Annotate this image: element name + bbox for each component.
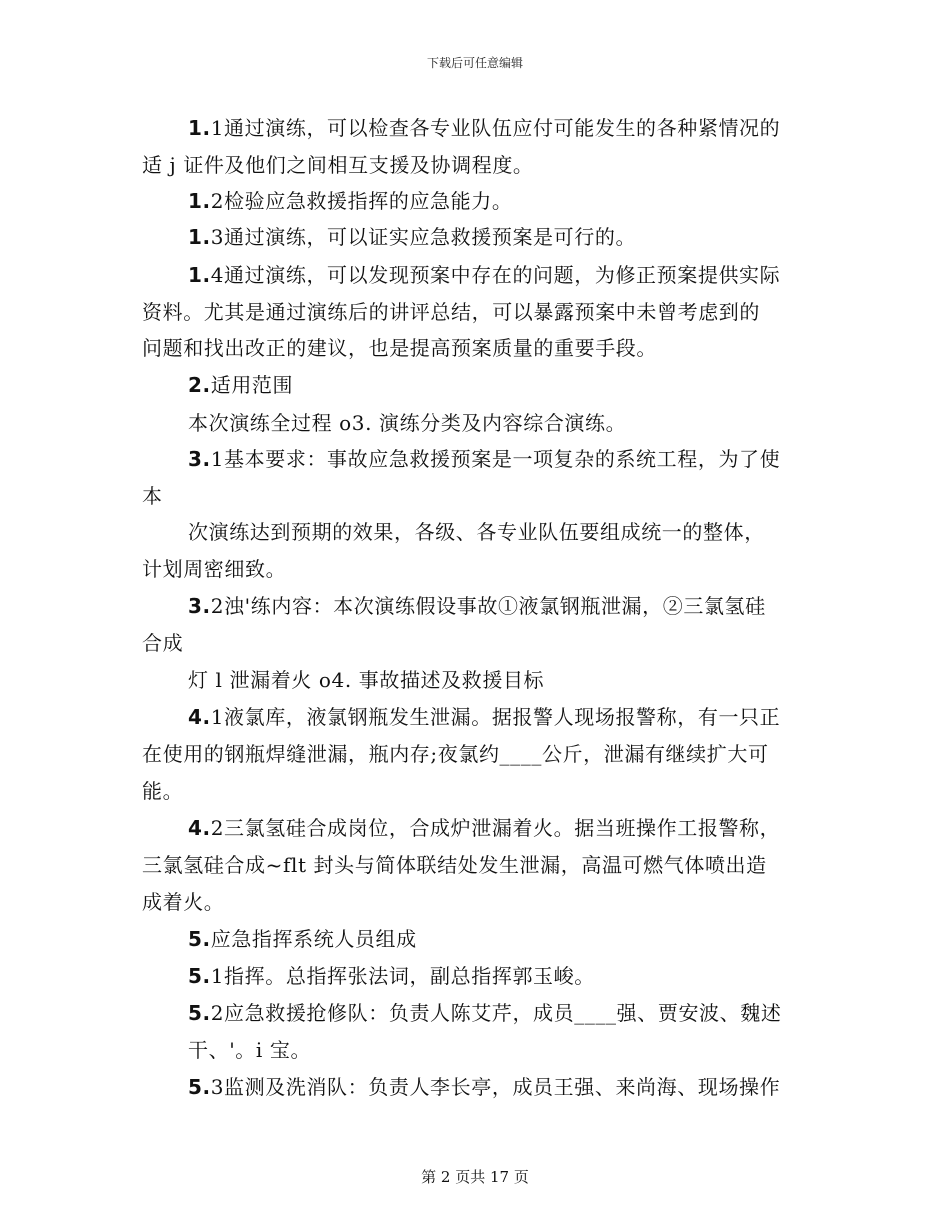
paragraph-4-2-line-1: [142, 808, 780, 848]
paragraph-5-2-line-2: 干、'。i 宝。: [188, 1038, 312, 1062]
heading-2-scope: [142, 365, 293, 405]
paragraph-4-1-line-1: [142, 697, 780, 737]
section-number: 4.: [188, 816, 211, 840]
paragraph-5-3: [142, 1067, 780, 1107]
paragraph-scope-text: 本次演练全过程 o3. 演练分类及内容综合演练。: [188, 411, 627, 435]
section-number: 2.: [188, 373, 211, 397]
paragraph-4-1-line-2: 在使用的钢瓶焊缝泄漏，瓶内存;夜氯约____公斤，泄漏有继续扩大可: [142, 742, 769, 766]
paragraph-text: 1基本要求：事故应急救援预案是一项复杂的系统工程，为了使: [210, 447, 781, 471]
paragraph-3-2-line-1: [142, 586, 766, 626]
section-number: 5.: [188, 964, 211, 988]
paragraph-text: 2三氯氢硅合成岗位，合成炉泄漏着火。据当班操作工报警称，: [210, 816, 781, 840]
paragraph-text: 3通过演练，可以证实应急救援预案是可行的。: [210, 225, 637, 249]
paragraph-5-2-line-1: [142, 993, 781, 1033]
section-number: 1.: [188, 263, 211, 287]
heading-5-command: [142, 919, 417, 959]
paragraph-1-3: [142, 217, 636, 257]
paragraph-text: 2浊'练内容：本次演练假设事故①液氯钢瓶泄漏，②三氯氢硅: [210, 594, 766, 618]
paragraph-3-1-line-2: 本: [142, 484, 163, 508]
section-number: 1.: [188, 225, 211, 249]
paragraph-1-2: [142, 181, 512, 221]
paragraph-5-1: [142, 956, 595, 996]
paragraph-1-4-line-1: [142, 255, 780, 295]
section-heading: 应急指挥系统人员组成: [210, 927, 417, 951]
paragraph-text: 4通过演练，可以发现预案中存在的问题，为修正预案提供实际: [210, 263, 781, 287]
paragraph-4-1-line-3: 能。: [142, 779, 184, 803]
paragraph-3-2-line-2: 合成: [142, 631, 184, 655]
paragraph-text: 3监测及洗消队：负责人李长亭，成员王强、来尚海、现场操作: [210, 1075, 781, 1099]
paragraph-3-1b-line-1: 次演练达到预期的效果，各级、各专业队伍要组成统一的整体，: [188, 520, 765, 544]
paragraph-1-4-line-3: 问题和找出改正的建议，也是提高预案质量的重要手段。: [142, 336, 657, 360]
paragraph-3-2b: 灯 l 泄漏着火 o4. 事故描述及救援目标: [188, 668, 545, 692]
paragraph-4-2-line-2: 三氯氢硅合成~flt 封头与简体联结处发生泄漏，高温可燃气体喷出造: [142, 853, 767, 877]
paragraph-4-2-line-3: 成着火。: [142, 890, 225, 914]
paragraph-1-4-line-2: 资料。尤其是通过演练后的讲评总结，可以暴露预案中未曾考虑到的: [142, 300, 760, 324]
section-number: 4.: [188, 705, 211, 729]
paragraph-text: 1指挥。总指挥张法词，副总指挥郭玉峻。: [210, 964, 595, 988]
section-number: 5.: [188, 927, 211, 951]
section-heading: 适用范围: [210, 373, 294, 397]
section-number: 1.: [188, 189, 211, 213]
section-number: 5.: [188, 1075, 211, 1099]
page-footer: 第 2 页共 17 页: [421, 1168, 529, 1186]
paragraph-3-1-line-1: [142, 439, 780, 479]
paragraph-1-1-line-1: [142, 108, 780, 148]
section-number: 1.: [188, 116, 211, 140]
paragraph-text: 1液氯库，液氯钢瓶发生泄漏。据报警人现场报警称，有一只正: [210, 705, 781, 729]
paragraph-text: 2应急救援抢修队：负责人陈艾芹，成员____强、贾安波、魏述: [210, 1001, 782, 1025]
paragraph-text: 1通过演练，可以检查各专业队伍应付可能发生的各种紧情况的: [210, 116, 781, 140]
paragraph-3-1b-line-2: 计划周密细致。: [142, 557, 287, 581]
page-header: 下载后可任意编辑: [426, 56, 523, 70]
paragraph-text: 2检验应急救援指挥的应急能力。: [210, 189, 513, 213]
section-number: 5.: [188, 1001, 211, 1025]
section-number: 3.: [188, 594, 211, 618]
paragraph-1-1-line-2: 适 j 证件及他们之间相互支援及协调程度。: [142, 153, 534, 177]
section-number: 3.: [188, 447, 211, 471]
